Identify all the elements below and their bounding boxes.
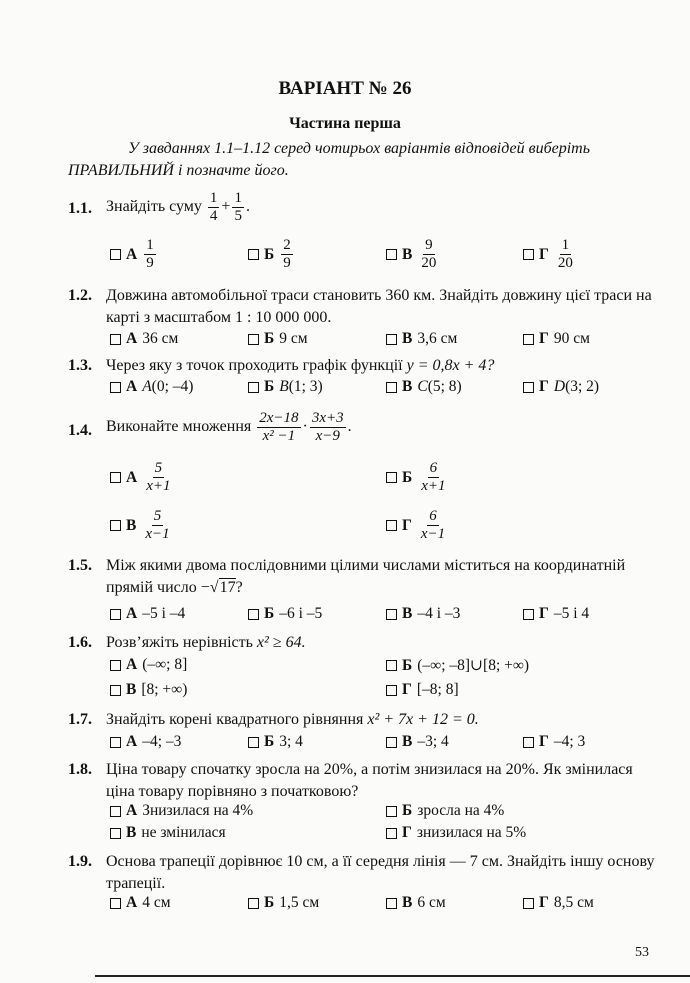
checkbox[interactable]: [248, 334, 259, 345]
option-d[interactable]: Г $\frac{6}{x-1}$: [386, 508, 449, 543]
footer-divider: [95, 975, 690, 977]
checkbox[interactable]: [248, 737, 259, 748]
question-text: Знайдіть суму $\frac{1}{4}$ + $\frac{1}{5}$ .: [106, 190, 250, 224]
question-number: 1.7.: [68, 711, 92, 728]
option-d[interactable]: Г –5 і 4: [523, 605, 589, 623]
question-number: 1.6.: [68, 634, 92, 651]
option-c[interactable]: В $\frac{9}{20}$: [386, 237, 440, 272]
question-text: Через яку з точок проходить графік функції y = 0,8x + 4?: [106, 357, 495, 374]
checkbox[interactable]: [386, 382, 397, 393]
question-text: Знайдіть корені квадратного рівняння x² + 7x + 12 = 0.: [106, 711, 479, 728]
option-c[interactable]: В –4 і –3: [386, 605, 460, 623]
checkbox[interactable]: [523, 737, 534, 748]
checkbox[interactable]: [386, 737, 397, 748]
variant-title: ВАРІАНТ № 26: [278, 78, 412, 99]
checkbox[interactable]: [110, 806, 121, 817]
question-text: Розв’яжіть нерівність x² ≥ 64.: [106, 634, 306, 651]
option-b[interactable]: Б 3; 4: [248, 733, 303, 751]
checkbox[interactable]: [248, 609, 259, 620]
question-text: Ціна товару спочатку зросла на 20%, а потім знизилася на 20%. Як змінилася ціна товару порівняно з початковою?: [106, 761, 633, 800]
option-d[interactable]: Г –4; 3: [523, 733, 585, 751]
checkbox[interactable]: [386, 660, 397, 671]
checkbox[interactable]: [386, 334, 397, 345]
checkbox[interactable]: [523, 898, 534, 909]
option-a[interactable]: А $\frac{5}{x+1}$: [110, 460, 174, 495]
option-a[interactable]: А Знизилася на 4%: [110, 802, 253, 820]
option-b[interactable]: Б 1,5 см: [248, 894, 319, 912]
question-text: Виконайте множення $\frac{2x-18}{\text{x² −1}}$ · $\frac{3x+3}{x-9}$ .: [106, 410, 352, 444]
question-number: 1.2.: [68, 287, 92, 304]
option-a[interactable]: А –5 і –4: [110, 605, 185, 623]
question-text: Довжина автомобільної траси становить 360 км. Знайдіть довжину цієї траси на карті з масштабом 1 : 10 000 000.: [106, 287, 652, 326]
question-number: 1.5.: [68, 557, 92, 574]
formula: x² + 7x + 12 = 0.: [367, 711, 479, 728]
checkbox[interactable]: [386, 685, 397, 696]
checkbox[interactable]: [110, 660, 121, 671]
option-b[interactable]: Б B (1; 3): [248, 378, 323, 396]
question-number: 1.3.: [68, 357, 92, 374]
checkbox[interactable]: [523, 334, 534, 345]
option-a[interactable]: А 4 см: [110, 894, 171, 912]
fraction: $\frac{3x+3}{x-9}$: [311, 410, 344, 444]
checkbox[interactable]: [110, 828, 121, 839]
option-a[interactable]: А 36 см: [110, 330, 178, 348]
option-c[interactable]: В не змінилася: [110, 824, 226, 842]
checkbox[interactable]: [523, 249, 534, 260]
checkbox[interactable]: [110, 520, 121, 531]
part-title: Частина перша: [289, 115, 401, 132]
formula: x² ≥ 64.: [256, 634, 306, 651]
fraction: $\frac{2x-18}{\text{x² −1}}$: [259, 410, 299, 444]
option-b[interactable]: Б (–∞; –8]∪[8; +∞): [386, 656, 529, 675]
checkbox[interactable]: [248, 249, 259, 260]
checkbox[interactable]: [386, 898, 397, 909]
option-a[interactable]: А $\frac{1}{9}$: [110, 237, 158, 272]
option-b[interactable]: Б 9 см: [248, 330, 308, 348]
checkbox[interactable]: [248, 382, 259, 393]
checkbox[interactable]: [386, 249, 397, 260]
option-d[interactable]: Г $\frac{1}{20}$: [523, 237, 577, 272]
option-c[interactable]: В 6 см: [386, 894, 446, 912]
option-c[interactable]: В $\frac{5}{x-1}$: [110, 508, 174, 543]
checkbox[interactable]: [110, 737, 121, 748]
checkbox[interactable]: [523, 382, 534, 393]
checkbox[interactable]: [110, 609, 121, 620]
option-d[interactable]: Г 90 см: [523, 330, 590, 348]
checkbox[interactable]: [386, 806, 397, 817]
option-c[interactable]: В C (5; 8): [386, 378, 462, 396]
option-a[interactable]: А A (0; –4): [110, 378, 193, 396]
option-d[interactable]: Г D (3; 2): [523, 378, 599, 396]
checkbox[interactable]: [110, 334, 121, 345]
option-a[interactable]: А –4; –3: [110, 733, 181, 751]
checkbox[interactable]: [110, 898, 121, 909]
fraction: $\frac{1}{4}$: [209, 190, 218, 224]
checkbox[interactable]: [386, 828, 397, 839]
question-number: 1.1.: [68, 200, 92, 217]
question-number: 1.8.: [68, 761, 92, 778]
question-number: 1.9.: [68, 853, 92, 870]
option-d[interactable]: Г знизилася на 5%: [386, 824, 526, 842]
question-number: 1.4.: [68, 422, 92, 439]
option-b[interactable]: Б $\frac{2}{9}$: [248, 237, 295, 272]
option-c[interactable]: В [8; +∞): [110, 681, 187, 699]
checkbox[interactable]: [386, 609, 397, 620]
checkbox[interactable]: [386, 520, 397, 531]
option-b[interactable]: Б зросла на 4%: [386, 802, 504, 820]
option-c[interactable]: В –3; 4: [386, 733, 449, 751]
checkbox[interactable]: [386, 472, 397, 483]
option-b[interactable]: Б –6 і –5: [248, 605, 322, 623]
checkbox[interactable]: [110, 249, 121, 260]
option-c[interactable]: В 3,6 см: [386, 330, 457, 348]
fraction: $\frac{1}{5}$: [234, 190, 242, 224]
checkbox[interactable]: [523, 609, 534, 620]
checkbox[interactable]: [248, 898, 259, 909]
question-text: Між якими двома послідовними цілими числами міститься на координатній прямій число −√17?: [106, 557, 626, 596]
option-b[interactable]: Б $\frac{6}{x+1}$: [386, 460, 450, 495]
checkbox[interactable]: [110, 382, 121, 393]
instructions: У завданнях 1.1–1.12 серед чотирьох варіантів відповідей виберіть ПРАВИЛЬНИЙ і позначте його.: [68, 140, 590, 179]
checkbox[interactable]: [110, 685, 121, 696]
option-d[interactable]: Г [–8; 8]: [386, 681, 459, 699]
formula: y = 0,8x + 4?: [406, 357, 495, 374]
page-number: 53: [635, 945, 649, 960]
question-text: Основа трапеції дорівнює 10 см, а її середня лінія — 7 см. Знайдіть іншу основу трапеції.: [106, 853, 655, 892]
option-a[interactable]: А (–∞; 8]: [110, 656, 187, 674]
option-d[interactable]: Г 8,5 см: [523, 894, 594, 912]
checkbox[interactable]: [110, 472, 121, 483]
